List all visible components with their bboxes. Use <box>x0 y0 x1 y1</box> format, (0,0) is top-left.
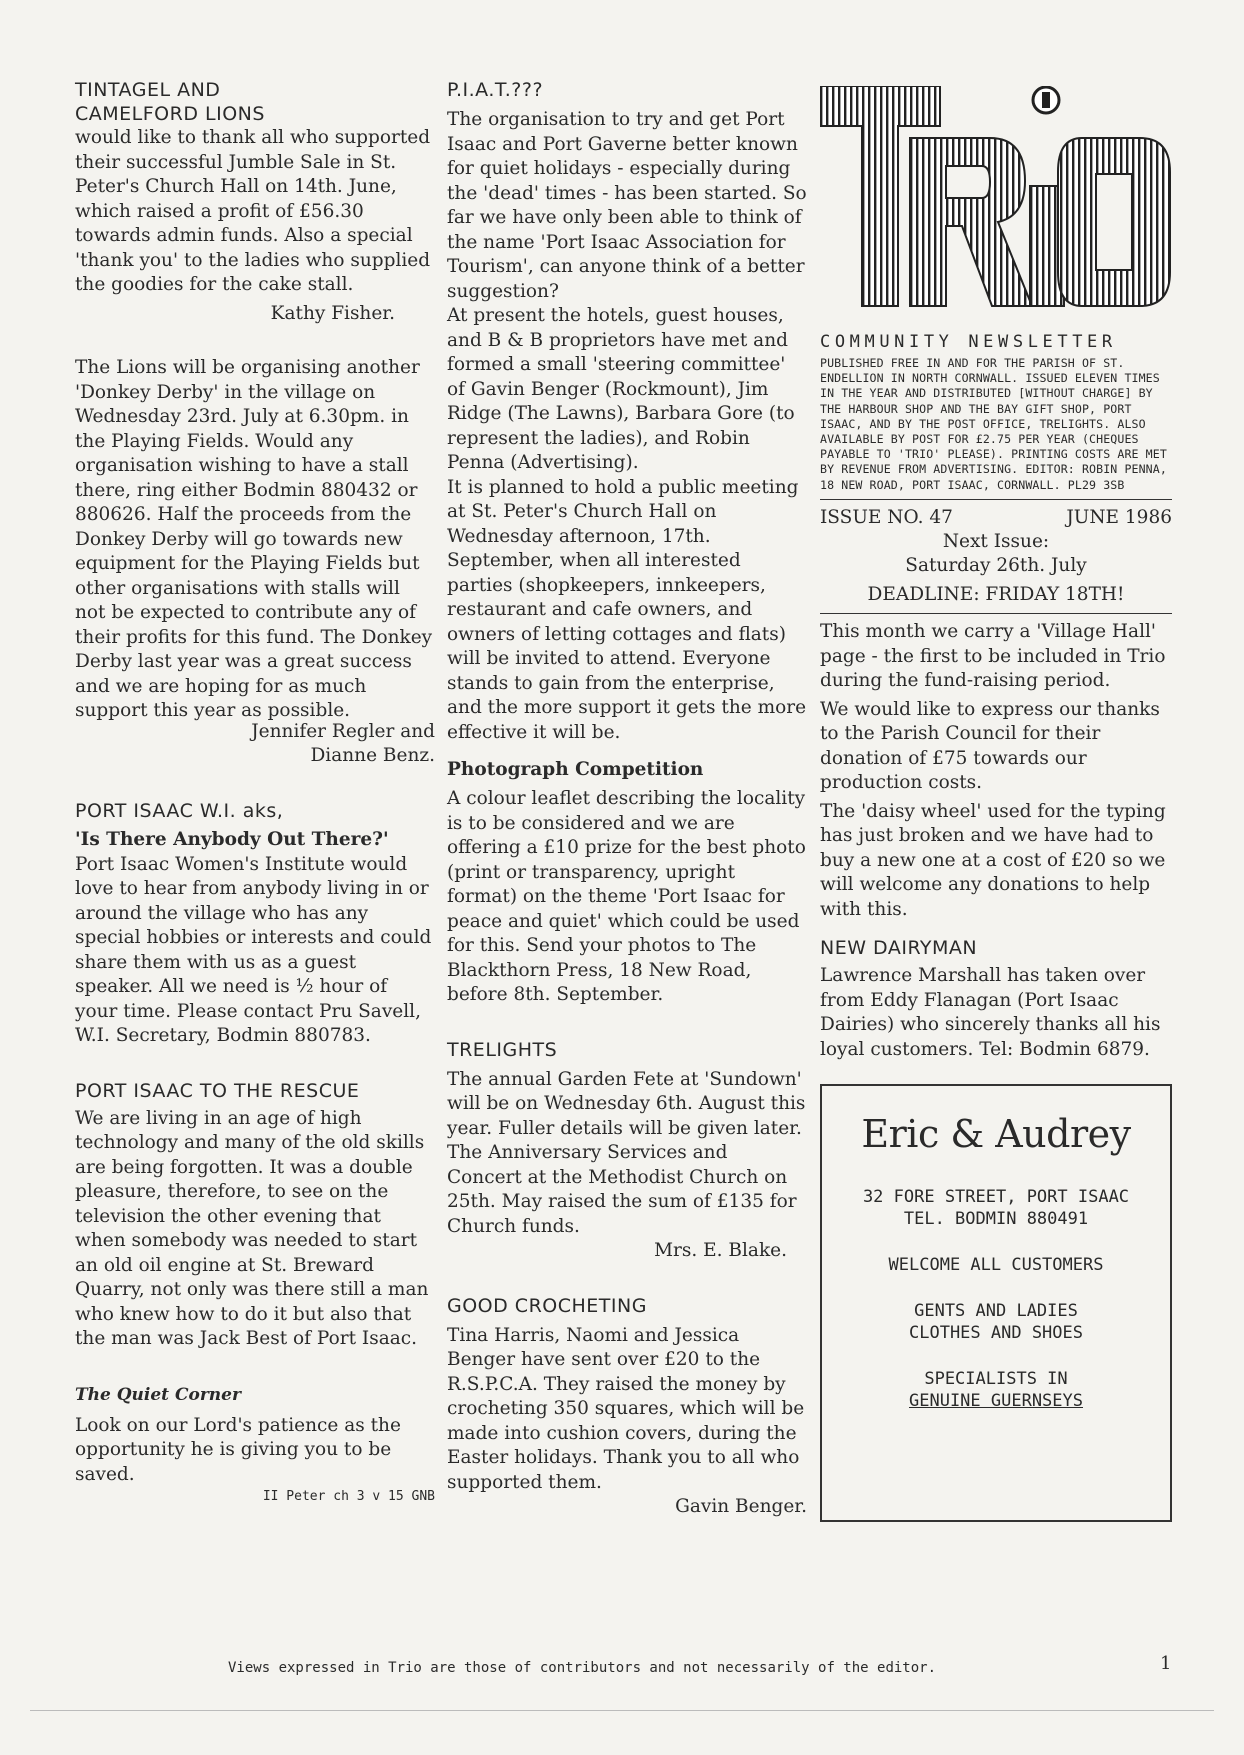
lions-heading-line2: CAMELFORD LIONS <box>75 103 265 125</box>
photo-heading: Photograph Competition <box>447 759 704 780</box>
column-right <box>820 86 1172 1522</box>
issue-number: ISSUE NO. 47 <box>820 506 953 528</box>
publication-info: PUBLISHED FREE IN AND FOR THE PARISH OF ST. ENDELLION IN NORTH CORNWALL. ISSUED ELEVEN TIMES IN THE YEAR AND DISTRIBUTED [WITHOUT CHARGE] BY THE HARBOUR SHOP AND THE BAY GIFT SHOP, PORT ISAAC, AND BY THE POST OFFICE, TRELIGHTS. ALSO AVAILABLE BY POST FOR £2.75 PER YEAR (CHEQUES PAYABLE TO 'TRIO' PLEASE). PRINTING COSTS ARE MET BY REVENUE FROM ADVERTISING. EDITOR: ROBIN PENNA, 18 NEW ROAD, PORT ISAAC, CORNWALL. PL29 3SB <box>820 356 1167 492</box>
bottom-rule <box>30 1710 1214 1711</box>
dairyman-paragraph: Lawrence Marshall has taken over from Eddy Flanagan (Port Isaac Dairies) who sincerely thanks all his loyal customers. Tel: Bodmin 6879. <box>820 965 1161 1060</box>
deadline: DEADLINE: FRIDAY 18TH! <box>867 583 1125 605</box>
issue-line <box>820 506 1172 530</box>
eric-audrey-advert <box>820 1084 1172 1522</box>
advert-welcome: WELCOME ALL CUSTOMERS <box>888 1255 1104 1276</box>
logo-text: TRiO <box>820 86 823 87</box>
lions-signature-1: Kathy Fisher. <box>270 302 395 324</box>
rescue-heading: PORT ISAAC TO THE RESCUE <box>75 1079 360 1102</box>
piat-paragraph-1: The organisation to try and get Port Isaac and Port Gaverne better known for quiet holidays - especially during the 'dead' times - has been started. So far we have only been able to think of the name 'Port Isaac Association for Tourism', can anyone think of a better suggestion? <box>447 109 807 302</box>
advert-line-4: GENUINE GUERNSEYS <box>909 1391 1083 1412</box>
next-issue-label: Next Issue: <box>942 530 1050 552</box>
advert-line-3: SPECIALISTS IN <box>924 1369 1068 1390</box>
trelights-paragraph-1: The annual Garden Fete at 'Sundown' will be on Wednesday 6th. August this year. Fuller details will be given later. <box>447 1068 806 1139</box>
divider <box>820 613 1172 614</box>
divider <box>820 499 1172 500</box>
quiet-corner-heading: The Quiet Corner <box>75 1384 241 1405</box>
advert-address: 32 FORE STREET, PORT ISAAC <box>862 1187 1130 1208</box>
trelights-signature: Mrs. E. Blake. <box>654 1240 787 1261</box>
footer-note: Views expressed in Trio are those of contributors and not necessarily of the editor. <box>228 1660 937 1676</box>
photo-paragraph: A colour leaflet describing the locality is to be considered and we are offering a £10 prize for the best photo (print or transparency, upright format) on the theme 'Port Isaac for peace and quiet' which could be used for this. Send your photos to The Blackthorn Press, 18 New Road, before 8th. September. <box>447 788 806 1005</box>
page-number: 1 <box>1160 1653 1172 1674</box>
community-newsletter-label: COMMUNITY NEWSLETTER <box>820 332 1117 352</box>
issue-date: JUNE 1986 <box>1066 506 1172 528</box>
wi-subheading: 'Is There Anybody Out There?' <box>75 828 389 850</box>
advert-phone: TEL. BODMIN 880491 <box>903 1209 1089 1230</box>
lions-signature-2a: Jennifer Regler and <box>251 720 435 742</box>
lions-signature-2b: Dianne Benz. <box>310 745 435 766</box>
piat-heading: P.I.A.T.??? <box>447 79 544 101</box>
wi-heading: PORT ISAAC W.I. aks, <box>75 799 284 822</box>
lions-paragraph-1: would like to thank all who supported their successful Jumble Sale in St. Peter's Church Hall on 14th. June, which raised a profit of £56.30 towards admin funds. Also a special 'thank you' to the ladies who supplied the goodies for the cake stall. <box>75 127 431 295</box>
trio-logo <box>820 86 1172 314</box>
daisy-wheel-paragraph: The 'daisy wheel' used for the typing has just broken and we have had to buy a new one at a cost of £20 so we will welcome any donations to help with this. <box>820 800 1166 920</box>
trelights-paragraph-2: The Anniversary Services and Concert at the Methodist Church on 25th. May raised the sum of £135 for Church funds. <box>447 1142 797 1237</box>
lions-paragraph-2: The Lions will be organising another 'Donkey Derby' in the village on Wednesday 23rd. July at 6.30pm. in the Playing Fields. Would any organisation wishing to have a stall there, ring either Bodmin 880432 or 880626. Half the proceeds from the Donkey Derby will go towards new equipment for the Playing Fields but other organisations with stalls will not be expected to contribute any of their profits for this fund. The Donkey Derby last year was a great success and we are hoping for as much support this year as possible. <box>75 357 433 721</box>
crocheting-heading: GOOD CROCHETING <box>447 1294 647 1317</box>
advert-line-2: CLOTHES AND SHOES <box>909 1323 1083 1344</box>
wi-paragraph: Port Isaac Women's Institute would love to hear from anybody living in or around the village who has any special hobbies or interests and could share them with us as a guest speaker. All we need is ½ hour of your time. Please contact Pru Savell, W.I. Secretary, Bodmin 880783. <box>75 853 432 1046</box>
advert-title: Eric & Audrey <box>861 1112 1131 1157</box>
trelights-heading: TRELIGHTS <box>447 1038 558 1061</box>
crocheting-signature: Gavin Benger. <box>675 1496 807 1517</box>
piat-paragraph-2: At present the hotels, guest houses, and B & B proprietors have met and formed a small 'steering committee' of Gavin Benger (Rockmount), Jim Ridge (The Lawns), Barbara Gore (to represent the ladies), and Robin Penna (Advertising). <box>447 305 795 473</box>
thanks-paragraph: We would like to express our thanks to the Parish Council for their donation of £75 towards our production costs. <box>820 698 1160 794</box>
rescue-paragraph: We are living in an age of high technology and many of the old skills are being forgotten. It was a double pleasure, therefore, to see on the television the other evening that when somebody was needed to start an old oil engine at St. Breward Quarry, not only was there still a man who knew how to do it but also that the man was Jack Best of Port Isaac. <box>75 1107 429 1349</box>
crocheting-paragraph: Tina Harris, Naomi and Jessica Benger have sent over £20 to the R.S.P.C.A. They raised the money by crocheting 350 squares, which will be made into cushion covers, during the Easter holidays. Thank you to all who supported them. <box>447 1324 805 1493</box>
column-middle <box>447 78 807 1520</box>
next-issue-date: Saturday 26th. July <box>905 555 1087 577</box>
lions-heading-line1: TINTAGEL AND <box>75 79 221 101</box>
piat-paragraph-3: It is planned to hold a public meeting at St. Peter's Church Hall on Wednesday afternoon, 17th. September, when all interested parties (shopkeepers, innkeepers, restaurant and cafe owners, and owners of letting cottages and flats) will be invited to attend. Everyone stands to gain from the enterprise, and the more support it gets the more effective it will be. <box>447 476 807 743</box>
quiet-corner-paragraph: Look on our Lord's patience as the opportunity he is giving you to be saved. <box>75 1414 401 1485</box>
quiet-corner-reference: II Peter ch 3 v 15 GNB <box>262 1489 435 1504</box>
column-left <box>75 78 435 1504</box>
dairyman-heading: NEW DAIRYMAN <box>820 937 978 960</box>
village-hall-paragraph: This month we carry a 'Village Hall' page - the first to be included in Trio during the fund-raising period. <box>820 621 1166 692</box>
advert-line-1: GENTS AND LADIES <box>914 1301 1078 1322</box>
